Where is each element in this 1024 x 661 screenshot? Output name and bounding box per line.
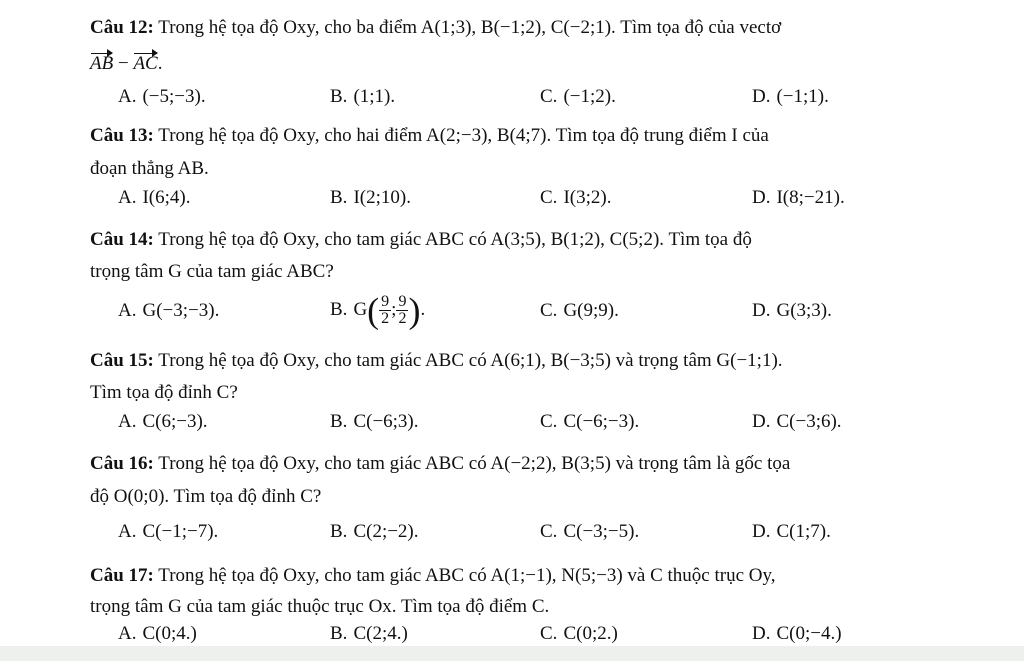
option-text: C(−3;−5). [563, 521, 640, 542]
option-text: G(3;3). [776, 300, 832, 321]
option-text: I(3;2). [563, 187, 612, 208]
fraction-2 [396, 294, 408, 327]
question-17-line-2 [90, 595, 549, 619]
option-text: G(9;9). [563, 300, 619, 321]
question-16-option-a [118, 520, 218, 544]
option-label: A. [118, 187, 137, 208]
option-label: D. [752, 300, 771, 321]
question-17-line-1 [90, 564, 776, 588]
option-text: C(0;2.) [563, 623, 618, 644]
fraction-1 [379, 294, 391, 327]
left-paren: ( [367, 290, 380, 331]
option-text: I(6;4). [142, 187, 191, 208]
question-14-option-c [540, 299, 619, 323]
option-label: A. [118, 623, 137, 644]
question-16-text-2: độ O(0;0). Tìm tọa độ đỉnh C? [90, 486, 322, 507]
option-text: C(0;−4.) [776, 623, 842, 644]
vector-minus: − [113, 53, 134, 74]
question-15-option-a [118, 410, 208, 434]
question-14-option-b [330, 290, 425, 330]
option-label: B. [330, 623, 348, 644]
option-label: A. [118, 521, 137, 542]
question-14-text-2: trọng tâm G của tam giác ABC? [90, 261, 334, 282]
question-12-head: Câu 12: [90, 17, 154, 38]
question-17-option-d [752, 622, 842, 646]
question-13-option-d [752, 186, 845, 210]
vector-end: . [157, 53, 163, 74]
question-15-option-c [540, 410, 639, 434]
question-13-text-2: đoạn thẳng AB. [90, 158, 209, 179]
option-label: B. [330, 299, 348, 320]
option-label: D. [752, 187, 771, 208]
option-label: D. [752, 86, 771, 107]
option-text: C(1;7). [776, 521, 831, 542]
option-label: B. [330, 86, 348, 107]
option-text: G(−3;−3). [142, 300, 220, 321]
question-13-option-a [118, 186, 191, 210]
question-13-text-1: Trong hệ tọa độ Oxy, cho hai điểm A(2;−3), B(4;7). Tìm tọa độ trung điểm I của [158, 125, 769, 146]
option-label: D. [752, 521, 771, 542]
option-label: A. [118, 86, 137, 107]
option-text: I(2;10). [353, 187, 411, 208]
option-label: B. [330, 411, 348, 432]
question-15-text-2: Tìm tọa độ đỉnh C? [90, 382, 238, 403]
option-label: A. [118, 300, 137, 321]
question-15-option-d [752, 410, 842, 434]
question-13-option-c [540, 186, 611, 210]
question-13-line-2 [90, 157, 209, 181]
option-end: . [420, 299, 426, 320]
question-17-text-1: Trong hệ tọa độ Oxy, cho tam giác ABC có A(1;−1), N(5;−3) và C thuộc trục Oy, [158, 565, 776, 586]
option-label: A. [118, 411, 137, 432]
option-text: C(2;4.) [353, 623, 408, 644]
question-12-option-d [752, 85, 829, 109]
question-16-option-c [540, 520, 639, 544]
fraction-separator: ; [391, 299, 397, 320]
question-12-text-1: Trong hệ tọa độ Oxy, cho ba điểm A(1;3), B(−1;2), C(−2;1). Tìm tọa độ của vectơ [158, 17, 782, 38]
question-17-option-a [118, 622, 197, 646]
option-text: C(−3;6). [776, 411, 842, 432]
question-15-line-2 [90, 381, 238, 405]
vector-ab: AB [90, 53, 114, 74]
question-15-head: Câu 15: [90, 350, 154, 371]
question-16-option-d [752, 520, 831, 544]
question-15-line-1 [90, 349, 783, 373]
option-text: G [353, 299, 368, 320]
question-12-line-1 [90, 16, 781, 40]
question-15-text-1: Trong hệ tọa độ Oxy, cho tam giác ABC có A(6;1), B(−3;5) và trọng tâm G(−1;1). [158, 350, 783, 371]
fraction-numerator: 9 [381, 293, 390, 311]
right-paren: ) [408, 290, 421, 331]
option-text: C(2;−2). [353, 521, 419, 542]
vector-ac: AC [133, 53, 158, 74]
question-12-line-2 [90, 52, 162, 76]
option-text: (1;1). [353, 86, 396, 107]
option-text: C(6;−3). [142, 411, 208, 432]
question-14-line-2 [90, 260, 334, 284]
question-17-text-2: trọng tâm G của tam giác thuộc trục Ox. Tìm tọa độ điểm C. [90, 596, 550, 617]
option-label: C. [540, 86, 558, 107]
question-13-head: Câu 13: [90, 125, 154, 146]
question-12-option-a [118, 85, 206, 109]
option-label: C. [540, 187, 558, 208]
question-14-text-1: Trong hệ tọa độ Oxy, cho tam giác ABC có A(3;5), B(1;2), C(5;2). Tìm tọa độ [158, 229, 752, 250]
question-12-option-c [540, 85, 616, 109]
option-label: D. [752, 411, 771, 432]
option-label: C. [540, 300, 558, 321]
option-text: C(−1;−7). [142, 521, 219, 542]
option-text: C(−6;3). [353, 411, 419, 432]
question-17-option-b [330, 622, 408, 646]
question-14-option-d [752, 299, 832, 323]
question-14-line-1 [90, 228, 752, 252]
option-label: C. [540, 521, 558, 542]
question-16-option-b [330, 520, 419, 544]
question-17-head: Câu 17: [90, 565, 154, 586]
question-15-option-b [330, 410, 419, 434]
option-text: (−1;1). [776, 86, 829, 107]
question-14-option-a [118, 299, 219, 323]
question-16-line-2 [90, 485, 321, 509]
question-17-option-c [540, 622, 618, 646]
question-13-line-1 [90, 124, 769, 148]
question-12-option-b [330, 85, 395, 109]
option-label: D. [752, 623, 771, 644]
option-text: (−5;−3). [142, 86, 206, 107]
question-16-head: Câu 16: [90, 453, 154, 474]
question-16-text-1: Trong hệ tọa độ Oxy, cho tam giác ABC có A(−2;2), B(3;5) và trọng tâm là gốc tọa [158, 453, 791, 474]
option-text: (−1;2). [563, 86, 616, 107]
option-label: B. [330, 187, 348, 208]
option-text: C(−6;−3). [563, 411, 640, 432]
fraction-denominator: 2 [381, 310, 390, 328]
fraction-numerator: 9 [398, 293, 407, 311]
option-text: I(8;−21). [776, 187, 845, 208]
option-label: C. [540, 623, 558, 644]
option-text: C(0;4.) [142, 623, 197, 644]
fraction-denominator: 2 [398, 310, 407, 328]
option-label: B. [330, 521, 348, 542]
bottom-edge-bar [0, 646, 1024, 661]
question-13-option-b [330, 186, 411, 210]
question-16-line-1 [90, 452, 790, 476]
question-14-head: Câu 14: [90, 229, 154, 250]
option-label: C. [540, 411, 558, 432]
